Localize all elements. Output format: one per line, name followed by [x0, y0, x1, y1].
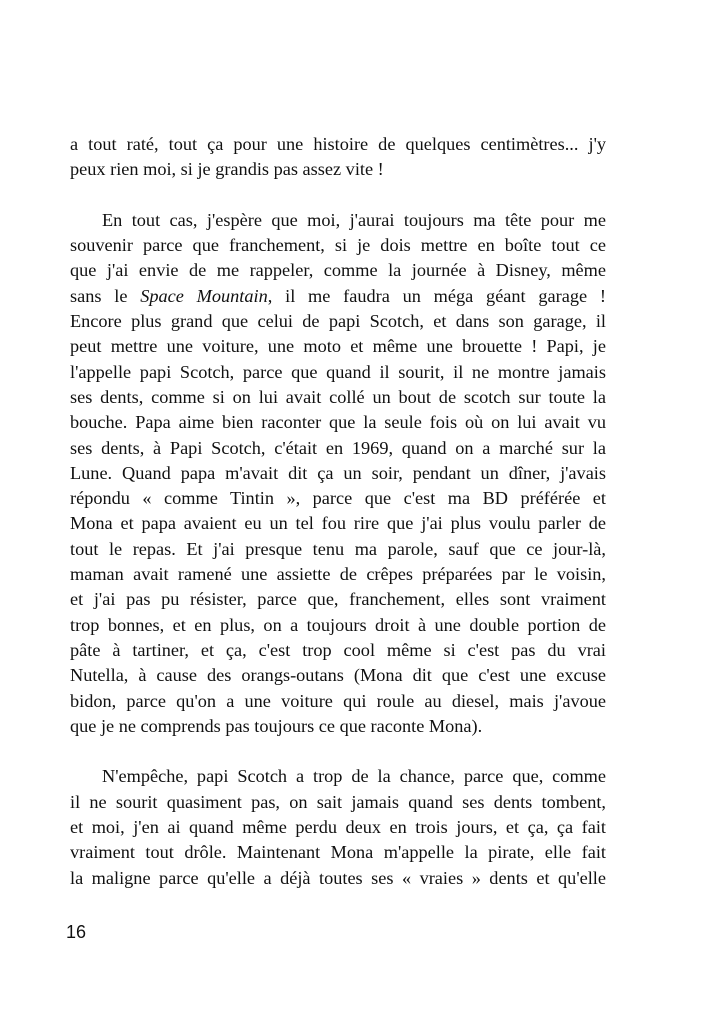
text-line: ses dents, à Papi Scotch, c'était en 1969, quand on a marché sur la [70, 437, 606, 458]
text-line: tout le repas. Et j'ai presque tenu ma parole, sauf que ce jour-là, [70, 538, 606, 559]
text-line: Nutella, à cause des orangs-outans (Mona dit que c'est une excuse [70, 665, 606, 686]
text-line: il ne sourit quasiment pas, on sait jamais quand ses dents tombent, [70, 791, 606, 812]
text-line: a tout raté, tout ça pour une histoire de quelques centimètres... j'y [70, 134, 606, 154]
text-line: vraiment tout drôle. Maintenant Mona m'appelle la pirate, elle fait [70, 842, 606, 863]
text-line: Encore plus grand que celui de papi Scotch, et dans son garage, il [70, 311, 606, 332]
text-line: que j'ai envie de me rappeler, comme la journée à Disney, même [70, 260, 606, 281]
body-text [70, 132, 606, 891]
text-line: Lune. Quand papa m'avait dit ça un soir, pendant un dîner, j'avais [70, 462, 606, 483]
text-line [70, 284, 606, 309]
text-line: ses dents, comme si on lui avait collé un bout de scotch sur toute la [70, 386, 606, 407]
text-fragment: , il me faudra un méga géant garage ! [267, 285, 606, 306]
text-line: trop bonnes, et en plus, on a toujours droit à une double portion de [70, 614, 606, 635]
text-line: la maligne parce qu'elle a déjà toutes ses « vraies » dents et qu'elle [70, 867, 606, 888]
text-line: pâte à tartiner, et ça, c'est trop cool même si c'est pas du vrai [70, 639, 606, 660]
text-line: répondu « comme Tintin », parce que c'est ma BD préférée et [70, 488, 606, 509]
paragraph-gap [70, 739, 606, 764]
text-line: En tout cas, j'espère que moi, j'aurai toujours ma tête pour me [102, 209, 606, 230]
text-line: bouche. Papa aime bien raconter que la seule fois où on lui avait vu [70, 412, 606, 433]
text-line: Mona et papa avaient eu un tel fou rire que j'ai plus voulu parler de [70, 513, 606, 534]
text-line: peut mettre une voiture, une moto et même une brouette ! Papi, je [70, 336, 606, 357]
text-line: peux rien moi, si je grandis pas assez vite ! [70, 159, 384, 180]
paragraph-gap [70, 183, 606, 208]
italic-title: Space Mountain [140, 285, 268, 306]
text-fragment: sans le [70, 285, 141, 306]
text-line: N'empêche, papi Scotch a trop de la chance, parce que, comme [102, 766, 606, 787]
text-line: maman avait ramené une assiette de crêpes préparées par le voisin, [70, 564, 606, 585]
text-line: et moi, j'en ai quand même perdu deux en trois jours, et ça, ça fait [70, 817, 606, 838]
text-line: l'appelle papi Scotch, parce que quand il sourit, il ne montre jamais [70, 361, 606, 382]
page-number: 16 [66, 922, 87, 942]
text-line: bidon, parce qu'on a une voiture qui roule au diesel, mais j'avoue [70, 690, 606, 711]
text-line: et j'ai pas pu résister, parce que, franchement, elles sont vraiment [70, 589, 606, 610]
text-line: souvenir parce que franchement, si je dois mettre en boîte tout ce [70, 235, 606, 256]
text-line: que je ne comprends pas toujours ce que raconte Mona). [70, 715, 483, 736]
